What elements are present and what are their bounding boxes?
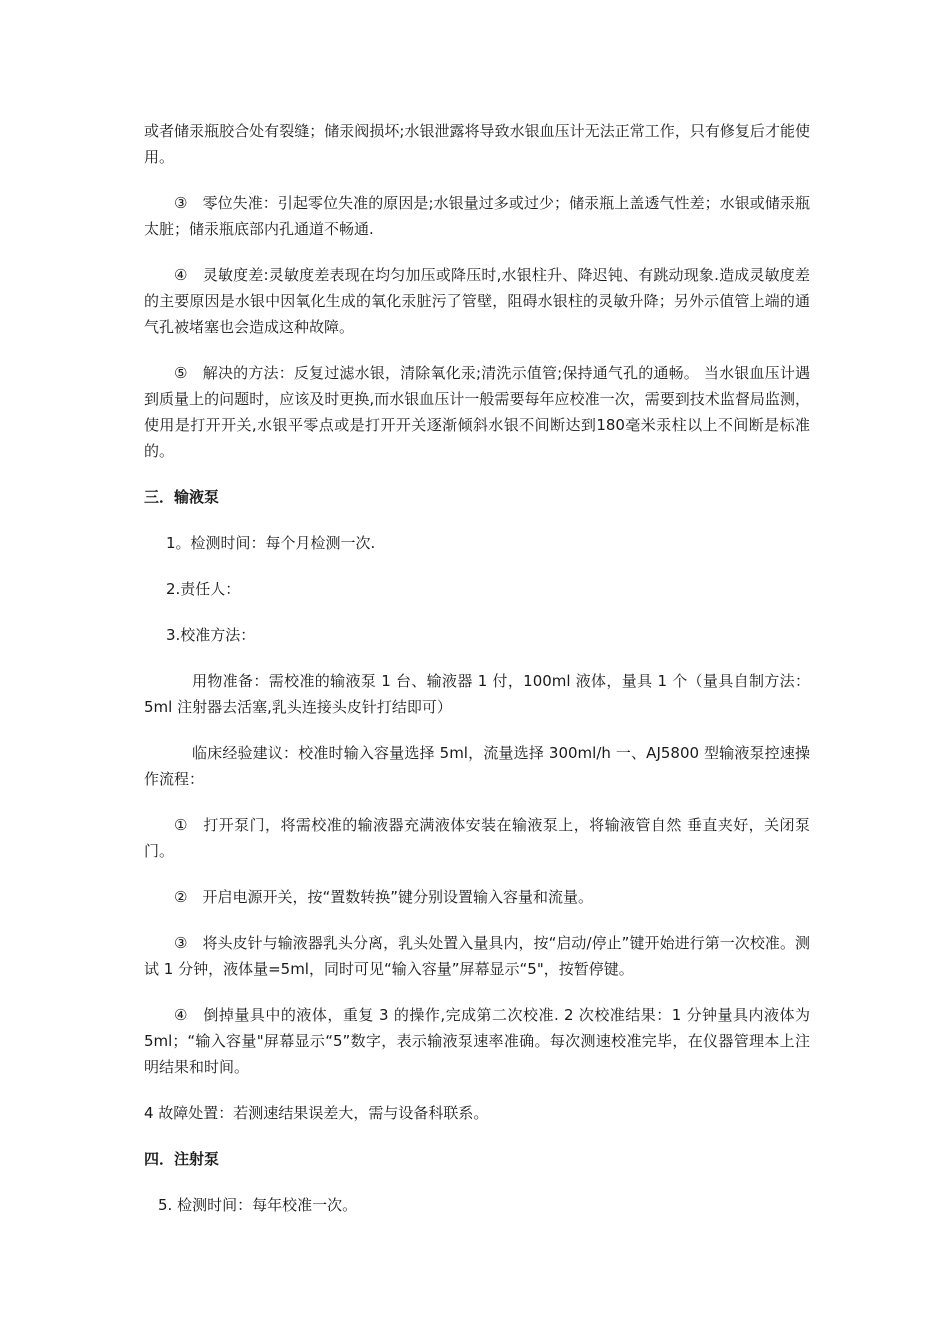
paragraph-step-2: ② 开启电源开关，按“置数转换”键分别设置输入容量和流量。 [174,888,593,906]
section-heading-syringe-pump: 四．注射泵 [144,1150,220,1168]
paragraph-zero-offset: ③ 零位失准：引起零位失准的原因是;水银量过多或过少；储汞瓶上盖透气性差；水银或储汞瓶太脏；储汞瓶底部内孔通道不畅通. [144,194,810,238]
paragraph-responsible: 2.责任人： [166,580,241,598]
paragraph-syringe-check-time: 5. 检测时间：每年校准一次。 [158,1196,358,1214]
paragraph-fault-handling: 4 故障处置：若测速结果误差大，需与设备科联系。 [144,1104,489,1122]
paragraph-supplies: 用物准备：需校准的输液泵 1 台、输液器 1 付，100ml 液体，量具 1 个（量具自制方法： 5ml 注射器去活塞,乳头连接头皮针打结即可） [144,672,810,716]
paragraph-mercury-leak: 或者储汞瓶胶合处有裂缝；储汞阀损坏;水银泄露将导致水银血压计无法正常工作，只有修复后才能使用。 [144,122,810,166]
paragraph-calibration-method: 3.校准方法： [166,626,256,644]
paragraph-clinical-advice: 临床经验建议：校准时输入容量选择 5ml，流量选择 300ml/h 一、AJ5800 型输液泵控速操作流程： [144,744,810,788]
paragraph-step-4: ④ 倒掉量具中的液体，重复 3 的操作,完成第二次校准. 2 次校准结果：1 分钟量具内液体为 5ml；“输入容量"屏幕显示“5”数字，表示输液泵速率准确。每次测速校准完毕，在仪器管理本上注明结果和时间。 [144,1006,810,1076]
paragraph-step-1: ① 打开泵门，将需校准的输液器充满液体安装在输液泵上，将输液管自然 垂直夹好，关闭泵门。 [144,816,810,860]
paragraph-solution: ⑤ 解决的方法：反复过滤水银，清除氧化汞;清洗示值管;保持通气孔的通畅。 当水银血压计遇到质量上的问题时，应该及时更换,而水银血压计一般需要每年应校准一次，需要到技术监督局监测，使用是打开开关,水银平零点或是打开开关逐渐倾斜水银不间断达到180毫米汞柱以上不间断是标准的。 [144,364,810,460]
paragraph-check-time: 1。检测时间：每个月检测一次. [166,534,376,552]
paragraph-sensitivity: ④ 灵敏度差:灵敏度差表现在均匀加压或降压时,水银柱升、降迟钝、有跳动现象.造成灵敏度差的主要原因是水银中因氧化生成的氧化汞脏污了管壁，阻碍水银柱的灵敏升降；另外示值管上端的通气孔被堵塞也会造成这种故障。 [144,266,810,336]
document-page [144,118,810,1238]
paragraph-step-3: ③ 将头皮针与输液器乳头分离，乳头处置入量具内，按“启动/停止”键开始进行第一次校准。测试 1 分钟，液体量=5ml，同时可见“输入容量”屏幕显示“5"，按暂停键。 [144,934,810,978]
section-heading-infusion-pump: 三．输液泵 [144,488,220,506]
